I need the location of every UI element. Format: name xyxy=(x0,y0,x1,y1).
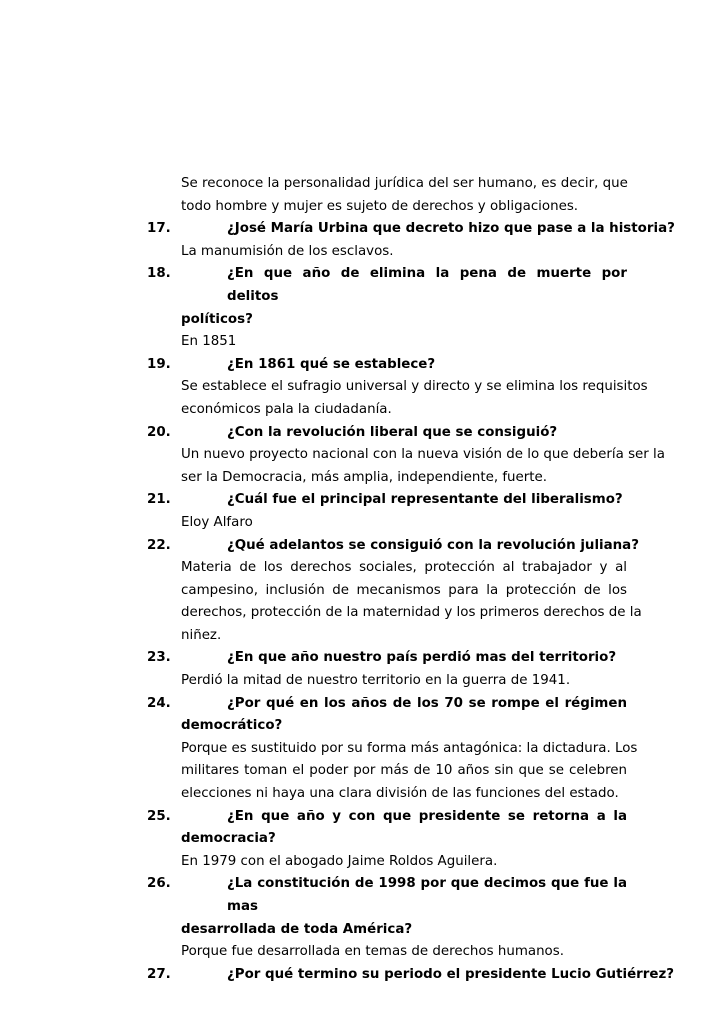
question-number: 27. xyxy=(147,966,171,982)
question-number: 23. xyxy=(147,650,171,666)
intro-line: todo hombre y mujer es sujeto de derechos y obligaciones. xyxy=(181,198,579,214)
answer-line: Un nuevo proyecto nacional con la nueva visión de lo que debería ser la xyxy=(181,447,665,463)
question-22 xyxy=(147,535,639,558)
question-text: ¿En que año y con que presidente se retorna a la xyxy=(227,808,627,824)
question-23 xyxy=(147,647,627,670)
answer-line: Perdió la mitad de nuestro territorio en la guerra de 1941. xyxy=(181,673,571,689)
question-number: 25. xyxy=(147,808,171,824)
question-number: 24. xyxy=(147,695,171,711)
question-number: 17. xyxy=(147,221,171,237)
question-21 xyxy=(147,489,627,512)
question-continuation: democrático? xyxy=(181,718,283,734)
answer-line: La manumisión de los esclavos. xyxy=(181,243,394,259)
answer-23 xyxy=(147,670,627,693)
question-continuation: desarrollada de toda América? xyxy=(181,921,413,937)
answer-19 xyxy=(147,376,648,421)
answer-20 xyxy=(147,444,665,489)
answer-26 xyxy=(147,941,627,964)
question-text: ¿La constitución de 1998 por que decimos que fue la mas xyxy=(227,876,627,914)
question-26 xyxy=(147,873,627,918)
answer-line: Porque fue desarrollada en temas de derechos humanos. xyxy=(181,944,564,960)
question-number: 20. xyxy=(147,424,171,440)
question-18 xyxy=(147,263,627,308)
intro-paragraph xyxy=(147,173,627,218)
question-19 xyxy=(147,354,627,377)
question-number: 21. xyxy=(147,492,171,508)
question-text: ¿Por qué termino su periodo el presidente Lucio Gutiérrez? xyxy=(227,966,675,982)
question-text: ¿José María Urbina que decreto hizo que pase a la historia? xyxy=(227,221,675,237)
answer-line: En 1851 xyxy=(181,334,237,350)
answer-line: Materia de los derechos sociales, protección al trabajador y al xyxy=(181,560,627,576)
answer-line: ser la Democracia, más amplia, independiente, fuerte. xyxy=(181,469,548,485)
answer-18 xyxy=(147,331,627,354)
answer-line: Eloy Alfaro xyxy=(181,514,253,530)
question-text: ¿Por qué en los años de los 70 se rompe el régimen xyxy=(227,695,627,711)
question-24 xyxy=(147,693,627,716)
question-20 xyxy=(147,422,627,445)
answer-line: militares toman el poder por más de 10 años sin que se celebren xyxy=(181,763,627,779)
document-body xyxy=(147,173,675,986)
answer-25 xyxy=(147,851,627,874)
answer-24 xyxy=(147,738,638,806)
question-continuation: democracia? xyxy=(181,831,276,847)
answer-line: En 1979 con el abogado Jaime Roldos Aguilera. xyxy=(181,853,498,869)
question-number: 18. xyxy=(147,266,171,282)
answer-line: campesino, inclusión de mecanismos para la protección de los xyxy=(181,582,627,598)
answer-line: niñez. xyxy=(181,627,222,643)
answer-line: Porque es sustituido por su forma más antagónica: la dictadura. Los xyxy=(181,740,638,756)
question-text: ¿Con la revolución liberal que se consiguió? xyxy=(227,424,558,440)
answer-line: elecciones ni haya una clara división de las funciones del estado. xyxy=(181,786,619,802)
question-25 xyxy=(147,806,627,829)
answer-21 xyxy=(147,512,627,535)
answer-line: Se establece el sufragio universal y directo y se elimina los requisitos xyxy=(181,379,648,395)
answer-22 xyxy=(147,557,642,647)
question-text: ¿En que año de elimina la pena de muerte por delitos xyxy=(227,266,627,304)
question-number: 22. xyxy=(147,537,171,553)
question-text: ¿En que año nuestro país perdió mas del territorio? xyxy=(227,650,617,666)
question-continuation: políticos? xyxy=(181,311,253,327)
answer-line: económicos pala la ciudadanía. xyxy=(181,401,392,417)
question-number: 19. xyxy=(147,356,171,372)
question-text: ¿Qué adelantos se consiguió con la revolución juliana? xyxy=(227,537,639,553)
question-number: 26. xyxy=(147,876,171,892)
intro-line: Se reconoce la personalidad jurídica del ser humano, es decir, que xyxy=(181,176,628,191)
question-27 xyxy=(147,964,675,987)
answer-line: derechos, protección de la maternidad y los primeros derechos de la xyxy=(181,605,642,621)
question-text: ¿Cuál fue el principal representante del liberalismo? xyxy=(227,492,623,508)
question-text: ¿En 1861 qué se establece? xyxy=(227,356,436,372)
answer-17 xyxy=(147,241,627,264)
question-17 xyxy=(147,218,675,241)
